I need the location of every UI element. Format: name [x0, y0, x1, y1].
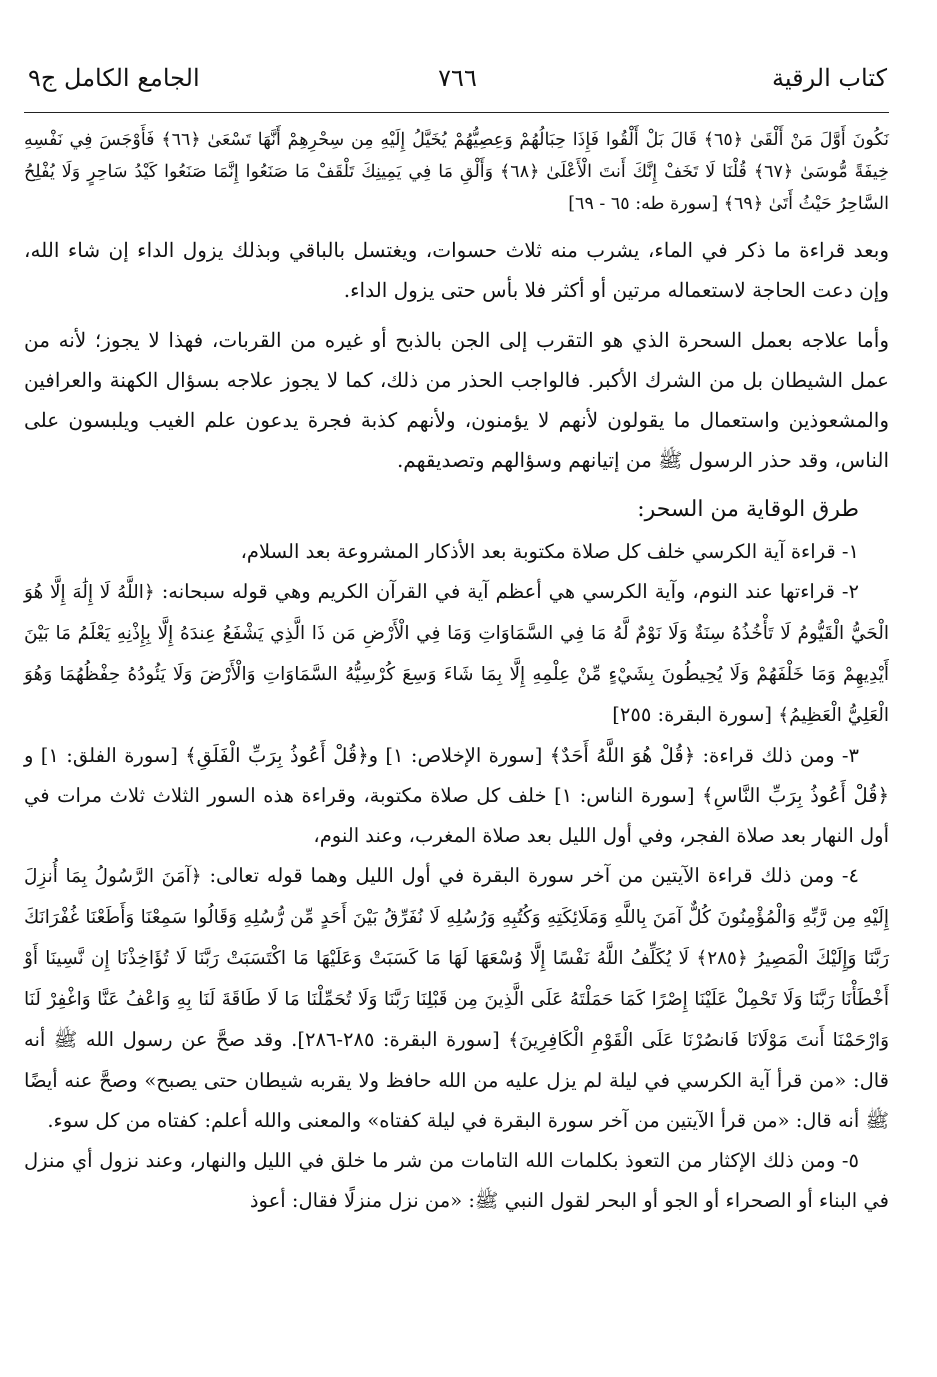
- paragraph: وبعد قراءة ما ذكر في الماء، يشرب منه ثلاث حسوات، ويغتسل بالباقي وبذلك يزول الداء إن شاء الله، وإن دعت الحاجة لاستعماله مرتين أو أكثر فلا بأس حتى يزول الداء.: [24, 238, 889, 302]
- item-text: ٤- ومن ذلك قراءة الآيتين من آخر سورة البقرة في أول الليل وهما قوله تعالى:: [209, 864, 859, 887]
- volume-title: الجامع الكامل ج٩: [28, 64, 200, 92]
- header-rule: [24, 112, 889, 113]
- quran-verse: ﴿اللَّهُ لَا إِلَٰهَ إِلَّا هُوَ الْحَيُّ الْقَيُّومُ لَا تَأْخُذُهُ سِنَةٌ وَلَا نَوْمٌ لَّهُ مَا فِي السَّمَاوَاتِ وَمَا فِي الْأَرْضِ مَن ذَا الَّذِي يَشْفَعُ عِندَهُ إِلَّا بِإِذْنِهِ يَعْلَمُ مَا بَيْنَ أَيْدِيهِمْ وَمَا خَلْفَهُمْ وَلَا يُحِيطُونَ بِشَيْءٍ مِّنْ عِلْمِهِ إِلَّا بِمَا شَاءَ وَسِعَ كُرْسِيُّهُ السَّمَاوَاتِ وَالْأَرْضَ وَلَا يَئُودُهُ حِفْظُهُمَا وَهُوَ الْعَلِيُّ الْعَظِيمُ﴾: [24, 582, 889, 726]
- list-item: ٥- ومن ذلك الإكثار من التعوذ بكلمات الله التامات من شر ما خلق في الليل والنهار، وعند نزول أي منزل في البناء أو الصحراء أو الجو أو البحر لقول النبي ﷺ: «من نزل منزلًا فقال: أعوذ: [24, 1149, 889, 1212]
- page-header: [28, 64, 887, 104]
- quran-passage: نَكُونَ أَوَّلَ مَنْ أَلْقَىٰ ﴿٦٥﴾ قَالَ بَلْ أَلْقُوا فَإِذَا حِبَالُهُمْ وَعِصِيُّهُمْ يُخَيَّلُ إِلَيْهِ مِن سِحْرِهِمْ أَنَّهَا تَسْعَىٰ ﴿٦٦﴾ فَأَوْجَسَ فِي نَفْسِهِ خِيفَةً مُّوسَىٰ ﴿٦٧﴾ قُلْنَا لَا تَخَفْ إِنَّكَ أَنتَ الْأَعْلَىٰ ﴿٦٨﴾ وَأَلْقِ مَا فِي يَمِينِكَ تَلْقَفْ مَا صَنَعُوا إِنَّمَا صَنَعُوا كَيْدُ سَاحِرٍ وَلَا يُفْلِحُ السَّاحِرُ حَيْثُ أَتَىٰ ﴿٦٩﴾ [سورة طه: ٦٥ - ٦٩]: [24, 130, 889, 214]
- page-body: [24, 124, 889, 1221]
- page-number: ٧٦٦: [438, 64, 477, 92]
- list-item: [24, 532, 889, 572]
- paragraph: وأما علاجه بعمل السحرة الذي هو التقرب إلى الجن بالذبح أو غيره من القربات، فهذا لا يجوز؛ لأنه من عمل الشيطان بل من الشرك الأكبر. فالواجب الحذر من ذلك، كما لا يجوز علاجه بسؤال الكهنة والعرافين والمشعوذين واستعمال ما يقولون لأنهم لا يؤمنون، ولأنهم كذبة فجرة يدعون علم الغيب ويلبسون على الناس، وقد حذر الرسول ﷺ من إتيانهم وسؤالهم وتصديقهم.: [24, 328, 889, 472]
- verse-reference: [سورة البقرة: ٢٥٥]: [612, 703, 773, 726]
- list-item: [24, 572, 889, 736]
- item-text: ١- قراءة آية الكرسي خلف كل صلاة مكتوبة بعد الأذكار المشروعة بعد السلام،: [240, 540, 859, 563]
- hadith-note: وقد صحَّ عن رسول الله ﷺ أنه قال: «من قرأ آية الكرسي في ليلة لم يزل عليه من الله حافظ ولا يقربه شيطان حتى يصبح» وصحَّ عنه أيضًا ﷺ أنه قال: «من قرأ الآيتين من آخر سورة البقرة في ليلة كفتاه» والمعنى والله أعلم: كفتاه من كل سوء.: [24, 1028, 889, 1132]
- list-item: [24, 736, 889, 856]
- section-heading: طرق الوقاية من السحر:: [637, 497, 859, 522]
- list-item: [24, 856, 889, 1141]
- item-text: ٣- ومن ذلك قراءة: ﴿قُلْ هُوَ اللَّهُ أَحَدٌ﴾ [سورة الإخلاص: ١] و﴿قُلْ أَعُوذُ بِرَبِّ الْفَلَقِ﴾ [سورة الفلق: ١] و ﴿قُلْ أَعُوذُ بِرَبِّ النَّاسِ﴾ [سورة الناس: ١] خلف كل صلاة مكتوبة، وقراءة هذه السور الثلاث ثلاث مرات في أول النهار بعد صلاة الفجر، وفي أول الليل بعد صلاة المغرب، وعند النوم،: [24, 744, 890, 847]
- verse-reference: [سورة البقرة: ٢٨٥-٢٨٦].: [291, 1028, 500, 1051]
- book-title: كتاب الرقية: [771, 64, 887, 92]
- quran-verse: ﴿آمَنَ الرَّسُولُ بِمَا أُنزِلَ إِلَيْهِ مِن رَّبِّهِ وَالْمُؤْمِنُونَ كُلٌّ آمَنَ بِاللَّهِ وَمَلَائِكَتِهِ وَكُتُبِهِ وَرُسُلِهِ لَا نُفَرِّقُ بَيْنَ أَحَدٍ مِّن رُّسُلِهِ وَقَالُوا سَمِعْنَا وَأَطَعْنَا غُفْرَانَكَ رَبَّنَا وَإِلَيْكَ الْمَصِيرُ ﴿٢٨٥﴾ لَا يُكَلِّفُ اللَّهُ نَفْسًا إِلَّا وُسْعَهَا لَهَا مَا كَسَبَتْ وَعَلَيْهَا مَا اكْتَسَبَتْ رَبَّنَا لَا تُؤَاخِذْنَا إِن نَّسِينَا أَوْ أَخْطَأْنَا رَبَّنَا وَلَا تَحْمِلْ عَلَيْنَا إِصْرًا كَمَا حَمَلْتَهُ عَلَى الَّذِينَ مِن قَبْلِنَا رَبَّنَا وَلَا تُحَمِّلْنَا مَا لَا طَاقَةَ لَنَا بِهِ وَاعْفُ عَنَّا وَاغْفِرْ لَنَا وَارْحَمْنَا أَنتَ مَوْلَانَا فَانصُرْنَا عَلَى الْقَوْمِ الْكَافِرِينَ﴾: [24, 866, 890, 1051]
- item-text: ٢- قراءتها عند النوم، وآية الكرسي هي أعظم آية في القرآن الكريم وهي قوله سبحانه:: [161, 580, 859, 603]
